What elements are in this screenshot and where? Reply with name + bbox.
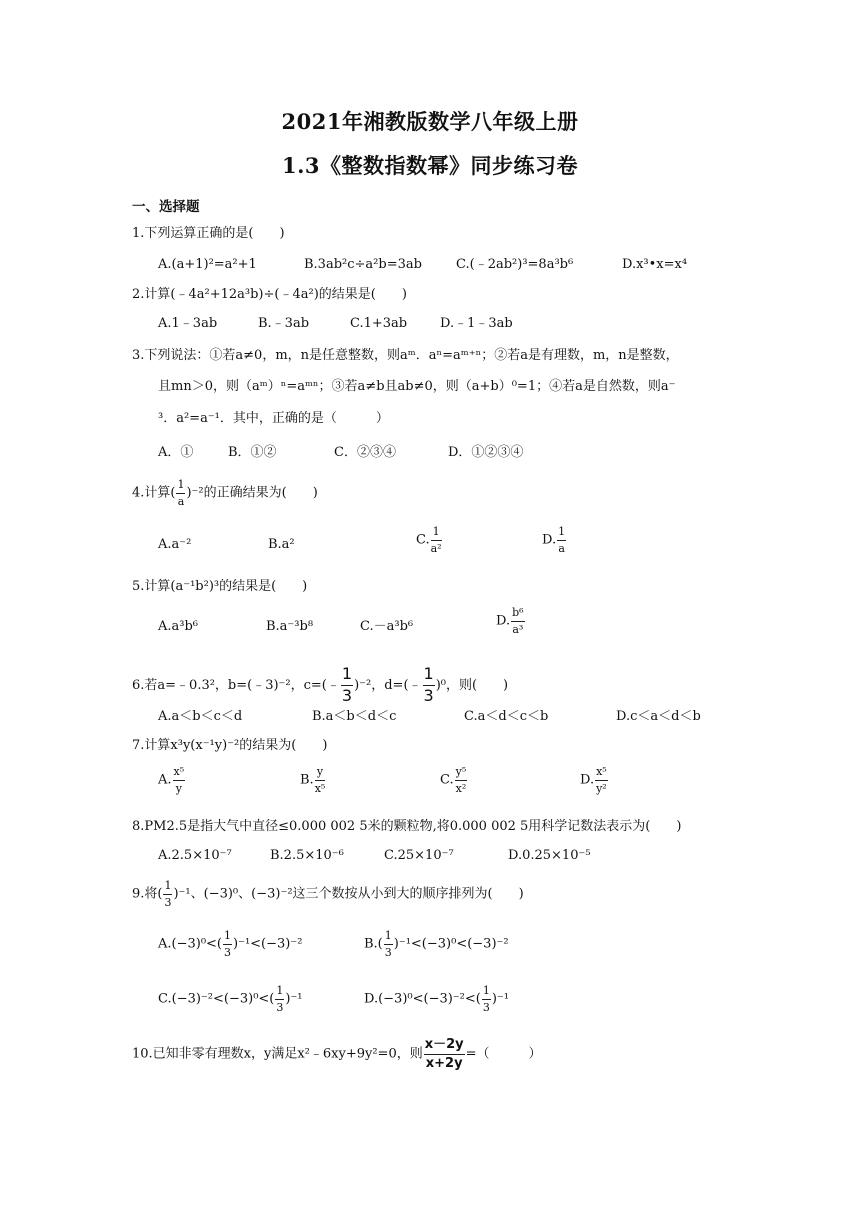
option-fraction <box>511 607 524 635</box>
fraction-denominator: 3 <box>341 685 353 705</box>
question-4-stem-suffix: )⁻²的正确结果为( ) <box>186 485 318 501</box>
option-text: )⁻¹<(−3)⁰<(−3)⁻² <box>393 936 509 952</box>
fraction-denominator: 3 <box>276 1000 284 1014</box>
question-7-option-b <box>300 766 326 794</box>
fraction-denominator: x+2y <box>425 1055 463 1071</box>
question-9-option-b <box>364 930 509 958</box>
option-letter: D. <box>580 772 595 788</box>
question-1-stem: 1.下列运算正确的是( ) <box>132 226 285 241</box>
fraction-denominator: 3 <box>423 685 434 705</box>
question-6-fraction-d <box>423 666 435 705</box>
fraction-numerator: 1 <box>384 930 393 945</box>
question-2-option-a: A.1﹣3ab <box>158 316 218 331</box>
question-8-option-d: D.0.25×10⁻⁵ <box>508 848 591 863</box>
question-8-option-b: B.2.5×10⁻⁶ <box>270 848 344 863</box>
option-text: A.(−3)⁰<( <box>158 936 223 952</box>
fraction-numerator: 1 <box>557 526 566 541</box>
question-9-fraction <box>163 880 172 908</box>
question-6-part-1: 6.若a=﹣0.3²，b=(﹣3)⁻²，c=(﹣ <box>132 677 340 693</box>
question-6-stem <box>132 666 508 705</box>
fraction-numerator: y <box>315 766 326 781</box>
option-letter: C. <box>440 772 454 788</box>
question-8-option-a: A.2.5×10⁻⁷ <box>158 848 232 863</box>
fraction-denominator: 3 <box>164 895 172 909</box>
fraction-denominator: y <box>175 781 182 795</box>
question-2-stem: 2.计算(﹣4a²+12a³b)÷(﹣4a²)的结果是( ) <box>132 287 407 302</box>
question-1-option-d: D.x³•x=x⁴ <box>622 257 688 272</box>
question-3-option-b: B．①② <box>228 445 277 460</box>
question-5-option-d <box>496 607 526 635</box>
question-10-stem-suffix: =（ ） <box>465 1046 542 1062</box>
question-4-option-b: B.a² <box>268 537 295 552</box>
question-10-fraction <box>424 1038 465 1070</box>
option-fraction <box>384 930 393 958</box>
question-2-option-c: C.1+3ab <box>350 316 408 331</box>
fraction-numerator: 1 <box>176 479 185 494</box>
question-4-stem <box>132 479 318 507</box>
fraction-numerator: 1 <box>431 526 442 541</box>
option-fraction <box>315 766 326 794</box>
question-4-option-a: A.a⁻² <box>158 537 192 552</box>
question-6-option-b: B.a＜b＜d＜c <box>312 709 397 724</box>
option-fraction <box>557 526 566 554</box>
question-5-option-a: A.a³b⁶ <box>158 619 199 634</box>
question-6-part-2: )⁻²，d=(﹣ <box>354 677 422 693</box>
fraction-numerator: 1 <box>163 880 172 895</box>
question-1-option-c: C.(﹣2ab²)³=8a³b⁶ <box>456 257 574 272</box>
question-2-option-b: B.﹣3ab <box>258 316 310 331</box>
question-9-option-d <box>364 985 509 1013</box>
fraction-denominator: x² <box>455 781 467 795</box>
option-text: B.( <box>364 936 383 952</box>
fraction-denominator: 3 <box>482 1000 490 1014</box>
question-3-option-d: D．①②③④ <box>448 445 524 460</box>
question-4-fraction <box>176 479 185 507</box>
fraction-numerator: y⁵ <box>455 766 468 781</box>
question-6-part-3: )⁰，则( ) <box>435 677 509 693</box>
option-text: )⁻¹<(−3)⁻² <box>233 936 303 952</box>
option-text: C.(−3)⁻²<(−3)⁰<( <box>158 991 275 1007</box>
option-letter: A. <box>158 772 172 788</box>
option-text: )⁻¹ <box>491 991 510 1007</box>
question-6-fraction-c <box>341 666 353 705</box>
question-3-stem-line-1: 3.下列说法：①若a≠0，m，n是任意整数，则aᵐ．aⁿ=aᵐ⁺ⁿ；②若a是有理数，m，n是整数， <box>132 348 679 363</box>
option-letter: B. <box>300 772 314 788</box>
question-10-stem-prefix: 10.已知非零有理数x，y满足x²﹣6xy+9y²=0，则 <box>132 1046 423 1062</box>
question-6-option-a: A.a＜b＜c＜d <box>158 709 243 724</box>
option-fraction <box>223 930 232 958</box>
option-fraction <box>275 985 284 1013</box>
option-fraction <box>595 766 608 794</box>
question-6-option-c: C.a＜d＜c＜b <box>464 709 549 724</box>
option-fraction <box>431 526 442 554</box>
page-title: 2021年湘教版数学八年级上册 <box>281 109 579 134</box>
option-letter: D. <box>496 613 511 629</box>
question-5-option-b: B.a⁻³b⁸ <box>266 619 314 634</box>
fraction-denominator: a <box>177 494 185 508</box>
fraction-numerator: x⁵ <box>595 766 608 781</box>
fraction-denominator: 3 <box>384 945 392 959</box>
fraction-denominator: y² <box>596 781 607 795</box>
question-9-stem <box>132 880 524 908</box>
question-2-option-d: D.﹣1﹣3ab <box>440 316 513 331</box>
question-7-option-d <box>580 766 609 794</box>
option-fraction <box>482 985 491 1013</box>
page-subtitle: 1.3《整数指数幂》同步练习卷 <box>281 153 579 178</box>
option-fraction <box>455 766 468 794</box>
question-5-stem: 5.计算(a⁻¹b²)³的结果是( ) <box>132 579 308 594</box>
question-7-stem: 7.计算x³y(x⁻¹y)⁻²的结果为( ) <box>132 738 328 753</box>
fraction-denominator: a³ <box>512 622 524 636</box>
question-7-option-a <box>158 766 186 794</box>
fraction-numerator: 1 <box>275 985 284 1000</box>
question-9-option-c <box>158 985 303 1013</box>
question-10-stem <box>132 1038 542 1070</box>
question-3-stem-line-2: 且mn＞0，则（aᵐ）ⁿ=aᵐⁿ；③若a≠b且ab≠0，则（a+b）⁰=1；④若a是自然数，则a⁻ <box>158 379 676 394</box>
question-1-option-b: B.3ab²c÷a²b=3ab <box>304 257 422 272</box>
fraction-numerator: x－2y <box>424 1038 465 1055</box>
question-8-option-c: C.25×10⁻⁷ <box>384 848 454 863</box>
question-9-stem-prefix: 9.将( <box>132 886 163 902</box>
question-3-option-c: C．②③④ <box>334 445 396 460</box>
option-fraction <box>173 766 186 794</box>
question-9-stem-suffix: )⁻¹、(−3)⁰、(−3)⁻²这三个数按从小到大的顺序排列为( ) <box>173 886 524 902</box>
fraction-numerator: 1 <box>423 666 435 686</box>
fraction-numerator: x⁵ <box>173 766 186 781</box>
question-1-option-a: A.(a+1)²=a²+1 <box>158 257 257 272</box>
question-7-option-c <box>440 766 468 794</box>
fraction-denominator: 3 <box>224 945 232 959</box>
fraction-denominator: a² <box>430 541 442 555</box>
section-heading: 一、选择题 <box>132 199 200 215</box>
question-3-stem-line-3: ³．a²=a⁻¹．其中，正确的是（ ） <box>158 411 389 426</box>
fraction-denominator: x⁵ <box>314 781 326 795</box>
option-letter: C. <box>416 532 430 548</box>
fraction-denominator: a <box>558 541 565 555</box>
question-4-option-c <box>416 526 443 554</box>
question-4-option-d <box>542 526 567 554</box>
question-5-option-c: C.－a³b⁶ <box>360 619 414 634</box>
fraction-numerator: 1 <box>482 985 491 1000</box>
question-4-stem-prefix: 4.计算( <box>132 485 176 501</box>
question-9-option-a <box>158 930 302 958</box>
question-6-option-d: D.c＜a＜d＜b <box>616 709 701 724</box>
option-text: )⁻¹ <box>285 991 303 1007</box>
option-text: D.(−3)⁰<(−3)⁻²<( <box>364 991 481 1007</box>
fraction-numerator: 1 <box>341 666 353 686</box>
question-3-option-a: A．① <box>158 445 194 460</box>
fraction-numerator: 1 <box>223 930 232 945</box>
option-letter: D. <box>542 532 557 548</box>
question-8-stem: 8.PM2.5是指大气中直径≤0.000 002 5米的颗粒物,将0.000 002 5用科学记数法表示为( ) <box>132 819 682 834</box>
fraction-numerator: b⁶ <box>511 607 524 622</box>
